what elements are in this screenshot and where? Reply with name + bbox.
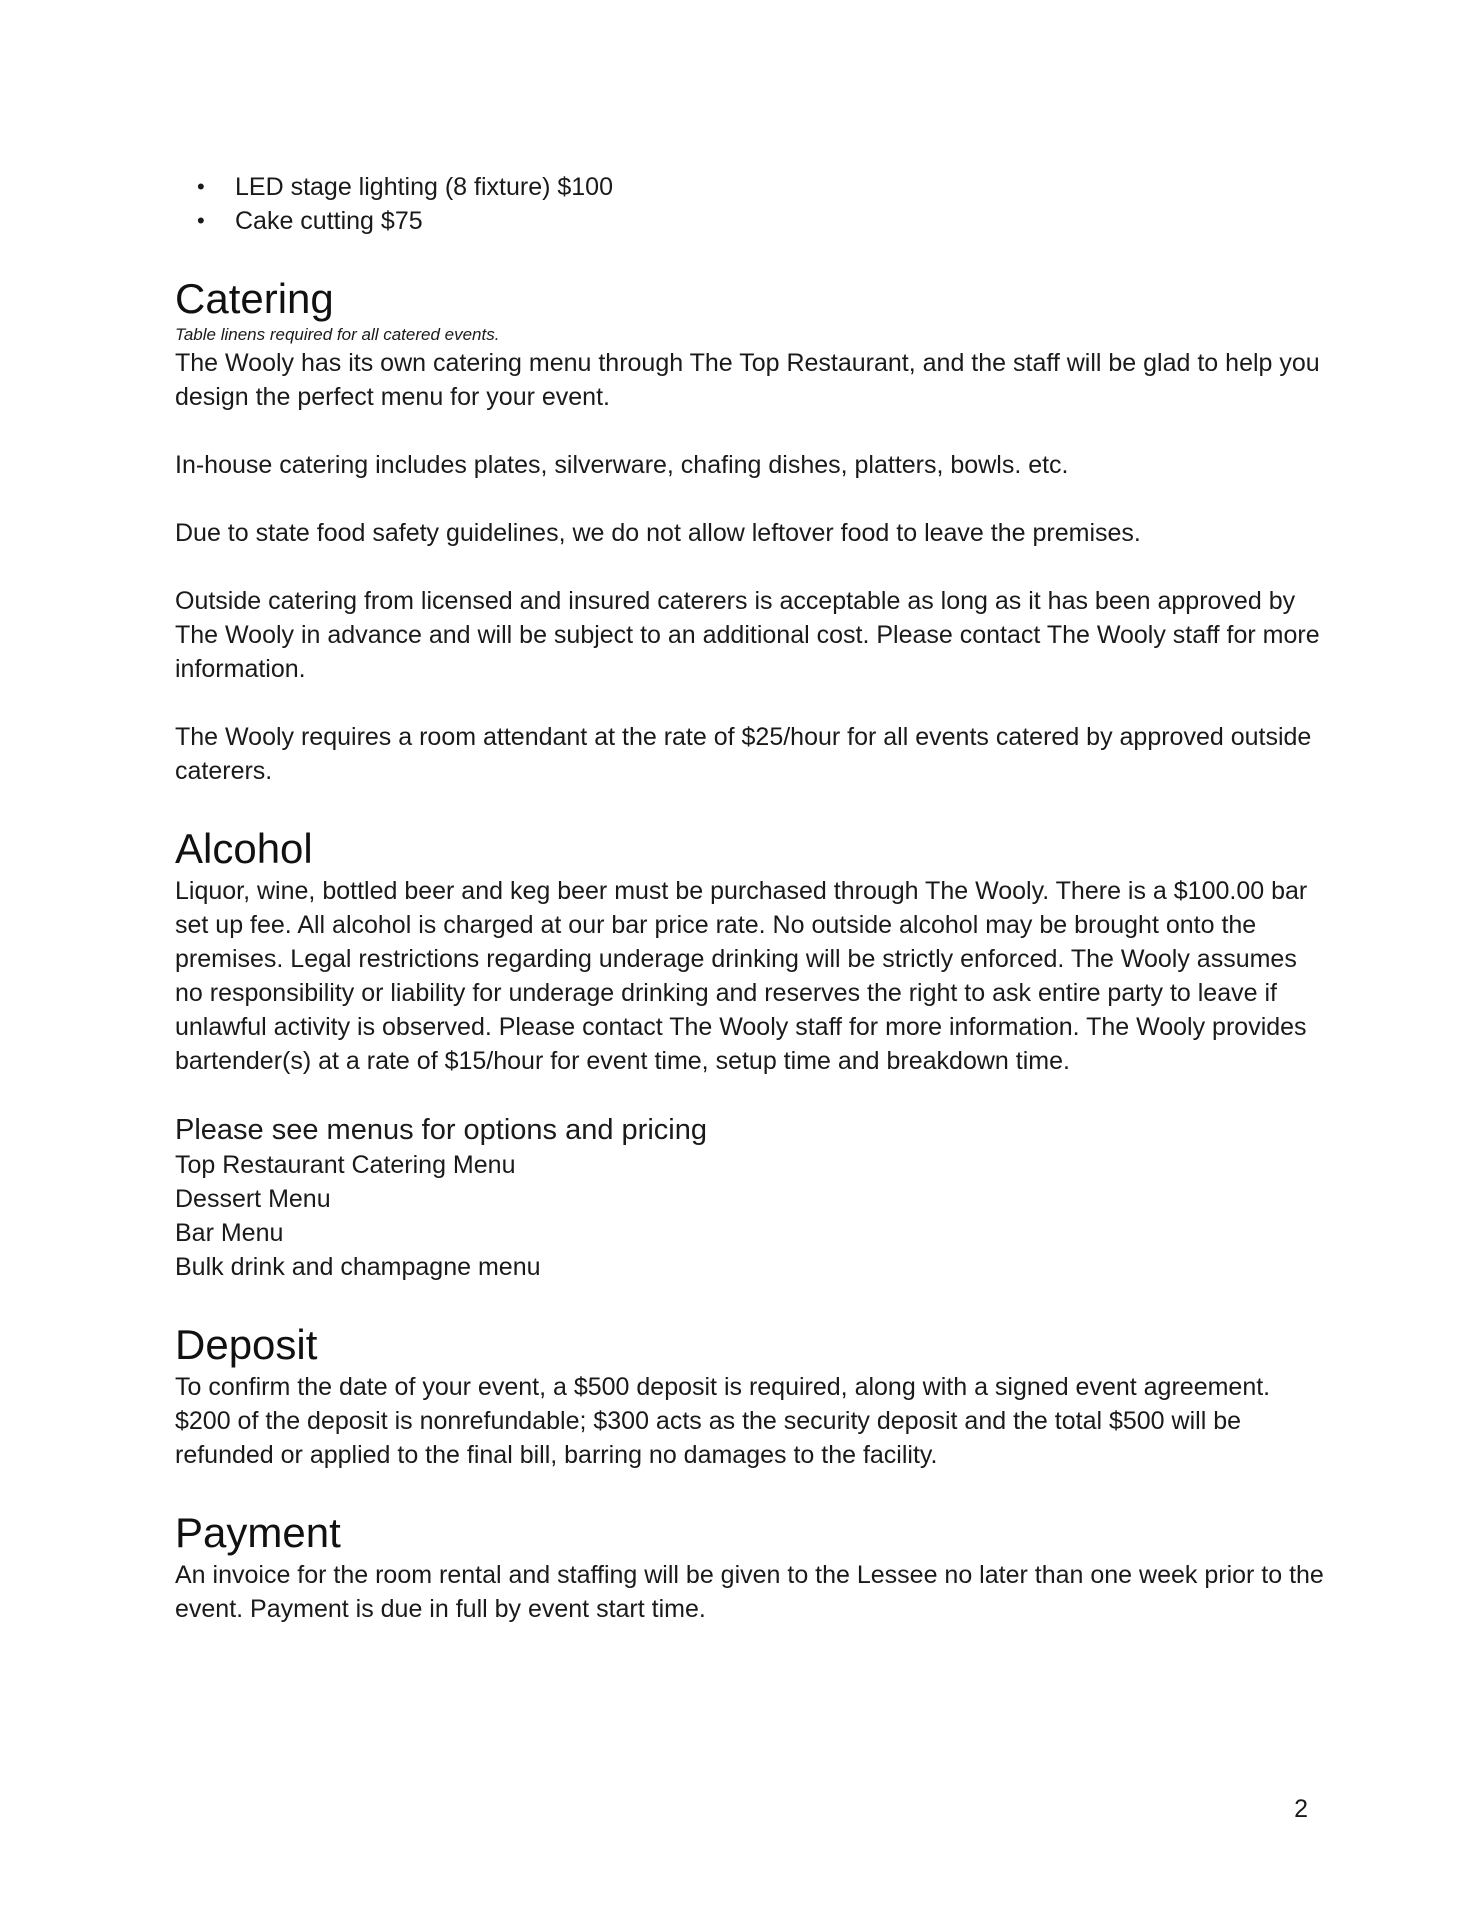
menu-list xyxy=(175,1148,1325,1284)
list-item: Bar Menu xyxy=(175,1219,284,1247)
bullet-icon: • xyxy=(197,174,205,199)
alcohol-section xyxy=(175,824,1325,1284)
paragraph: Due to state food safety guidelines, we do not allow leftover food to leave the premises. xyxy=(175,519,1141,547)
list-item: Dessert Menu xyxy=(175,1185,331,1213)
catering-heading: Catering xyxy=(175,275,334,322)
document-page xyxy=(175,170,1325,1626)
list-item: Top Restaurant Catering Menu xyxy=(175,1151,516,1179)
paragraph: Liquor, wine, bottled beer and keg beer must be purchased through The Wooly. There is a $100.00 bar set up fee. All alcohol is charged at our bar price rate. No outside alcohol may be brought onto the premises. Legal restrictions regarding underage drinking will be strictly enforced. The Wooly assumes no responsibility or liability for underage drinking and reserves the right to ask entire party to leave if unlawful activity is observed. Please contact The Wooly staff for more information. The Wooly provides bartender(s) at a rate of $15/hour for event time, setup time and breakdown time. xyxy=(175,877,1308,1075)
menus-heading: Please see menus for options and pricing xyxy=(175,1114,707,1146)
paragraph: The Wooly has its own catering menu through The Top Restaurant, and the staff will be glad to help you design the perfect menu for your event. xyxy=(175,349,1320,411)
alcohol-heading: Alcohol xyxy=(175,825,313,872)
paragraph: In-house catering includes plates, silverware, chafing dishes, platters, bowls. etc. xyxy=(175,451,1069,479)
paragraph: Outside catering from licensed and insured caterers is acceptable as long as it has been approved by The Wooly in advance and will be subject to an additional cost. Please contact The Wooly staff for more information. xyxy=(175,587,1320,683)
payment-section xyxy=(175,1508,1325,1626)
catering-note: Table linens required for all catered events. xyxy=(175,325,500,344)
list-item: Bulk drink and champagne menu xyxy=(175,1253,541,1281)
list-item: • Cake cutting $75 xyxy=(235,204,1325,238)
paragraph: The Wooly requires a room attendant at the rate of $25/hour for all events catered by approved outside caterers. xyxy=(175,723,1312,785)
paragraph: To confirm the date of your event, a $500 deposit is required, along with a signed event agreement. $200 of the deposit is nonrefundable; $300 acts as the security deposit and the total $500 will be refunded or applied to the final bill, barring no damages to the facility. xyxy=(175,1373,1271,1469)
paragraph: An invoice for the room rental and staffing will be given to the Lessee no later than one week prior to the event. Payment is due in full by event start time. xyxy=(175,1561,1324,1623)
deposit-heading: Deposit xyxy=(175,1321,318,1368)
catering-section xyxy=(175,274,1325,788)
payment-heading: Payment xyxy=(175,1509,341,1556)
bullet-icon: • xyxy=(197,208,205,233)
deposit-section xyxy=(175,1320,1325,1472)
bullet-list xyxy=(197,170,1325,238)
list-item: • LED stage lighting (8 fixture) $100 xyxy=(235,170,1325,204)
page-number: 2 xyxy=(1294,1795,1308,1823)
